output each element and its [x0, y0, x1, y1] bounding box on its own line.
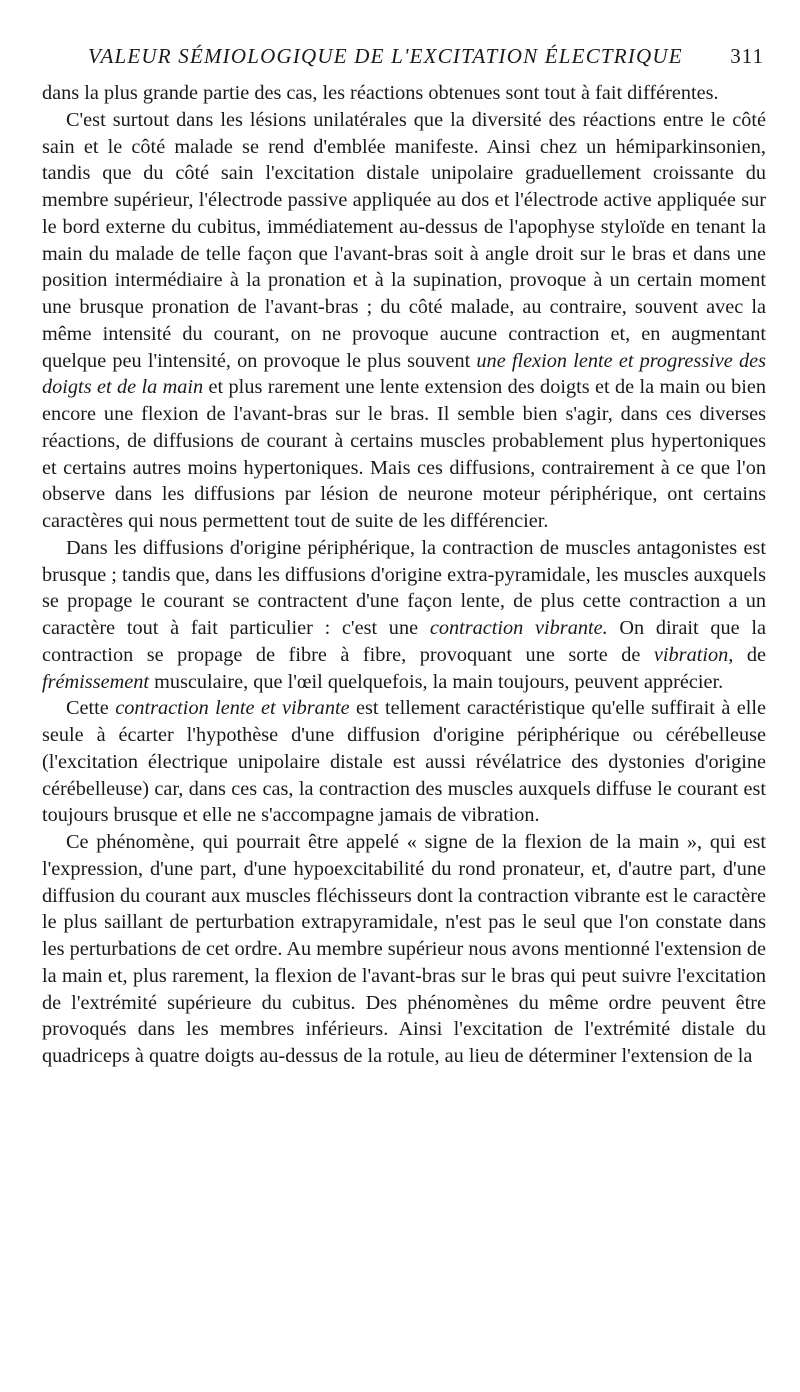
page-number: 311 [730, 44, 764, 68]
italic-run: vibration [653, 643, 729, 666]
italic-run: contraction lente et vibrante [115, 697, 350, 720]
running-title: VALEUR SÉMIOLOGIQUE DE L'EXCITATION ÉLECTRIQUE [88, 44, 683, 68]
paragraph-4 [42, 695, 766, 829]
text-run: dans la plus grande partie des cas, les réactions obtenues sont tout à fait différentes. [42, 82, 719, 104]
text-run: Cette [66, 697, 116, 720]
text-run: On dirait que la contraction se propage de fibre à fibre, provoquant une sorte de [42, 617, 767, 666]
italic-run: frémissement [42, 670, 150, 693]
text-run: Dans les diffusions d'origine périphérique, la contraction de muscles antagonistes est brusque ; tandis que, dans les diffusions d'origine extra-pyramidale, les muscles auxquels se propage le courant se contractent d'une façon lente, de plus cette contraction a un caractère tout à fait particulier : c'est une [42, 536, 766, 639]
page-header [88, 44, 764, 74]
text-run: , de [728, 643, 766, 666]
paragraph-3 [42, 535, 766, 696]
text-run: et plus rarement une lente extension des doigts et de la main ou bien encore une flexion de l'avant-bras sur le bras. Il semble bien s'agir, dans ces diverses réactions, de diffusions de courant à certains muscles probablement plus hypertoniques et certains autres moins hypertoniques. Mais ces diffusions, contrairement à ce que l'on observe dans les diffusions par lésion de neurone moteur périphérique, ont certains caractères qui nous permettent tout de suite de les différencier. [42, 376, 766, 532]
italic-run: une flexion lente et progressive des doigts et de la main [42, 349, 766, 399]
text-run: C'est surtout dans les lésions unilatérales que la diversité des réactions entre le côté sain et le côté malade se rend d'emblée manifeste. Ainsi chez un hémiparkinsonien, tandis que du côté sain l'excitation distale unipolaire graduellement croissante du membre supérieur, l'électrode passive appliquée au dos et l'électrode active appliquée sur le bord externe du cubitus, immédiatement au-dessus de l'apophyse styloïde en tenant la main du malade de telle façon que l'avant-bras soit à angle droit sur le bras et dans une position intermédiaire à la pronation et à la supination, provoque à un certain moment une brusque pronation de l'avant-bras ; du côté malade, au contraire, souvent avec la même intensité du courant, on ne provoque aucune contraction et, en augmentant quelque peu l'intensité, on provoque le plus souvent [42, 108, 766, 372]
text-run: Ce phénomène, qui pourrait être appelé « signe de la flexion de la main », qui est l'expression, d'une part, d'une hypoexcitabilité du rond pronateur, et, d'autre part, d'une diffusion du courant aux muscles fléchisseurs dont la contraction vibrante est le caractère le plus saillant de perturbation extrapyramidale, n'est pas le seul que l'on constate dans les perturbations de cet ordre. Au membre supérieur nous avons mentionné l'extension de la main et, plus rarement, la flexion de l'avant-bras sur le bras qui peut suivre l'excitation de l'extrémité supérieure du cubitus. Des phénomènes du même ordre peuvent être provoqués dans les membres inférieurs. Ainsi l'excitation de l'extrémité distale du quadriceps à quatre doigts au-dessus de la rotule, au lieu de déterminer l'extension de la [42, 831, 767, 1067]
italic-run: contraction vibrante. [429, 617, 608, 639]
body-text [42, 80, 766, 1070]
text-run: musculaire, que l'œil quelquefois, la main toujours, peuvent apprécier. [149, 670, 724, 693]
paragraph-2 [42, 107, 766, 535]
paragraph-5 [42, 829, 766, 1070]
text-run: est tellement caractéristique qu'elle suffirait à elle seule à écarter l'hypothèse d'une diffusion d'origine périphérique ou cérébelleuse (l'excitation électrique unipolaire distale est aussi révélatrice des dystonies d'origine cérébelleuse) car, dans ces cas, la contraction des muscles auxquels diffuse le courant est toujours brusque et elle ne s'accompagne jamais de vibration. [42, 697, 767, 827]
paragraph-1 [42, 80, 766, 107]
